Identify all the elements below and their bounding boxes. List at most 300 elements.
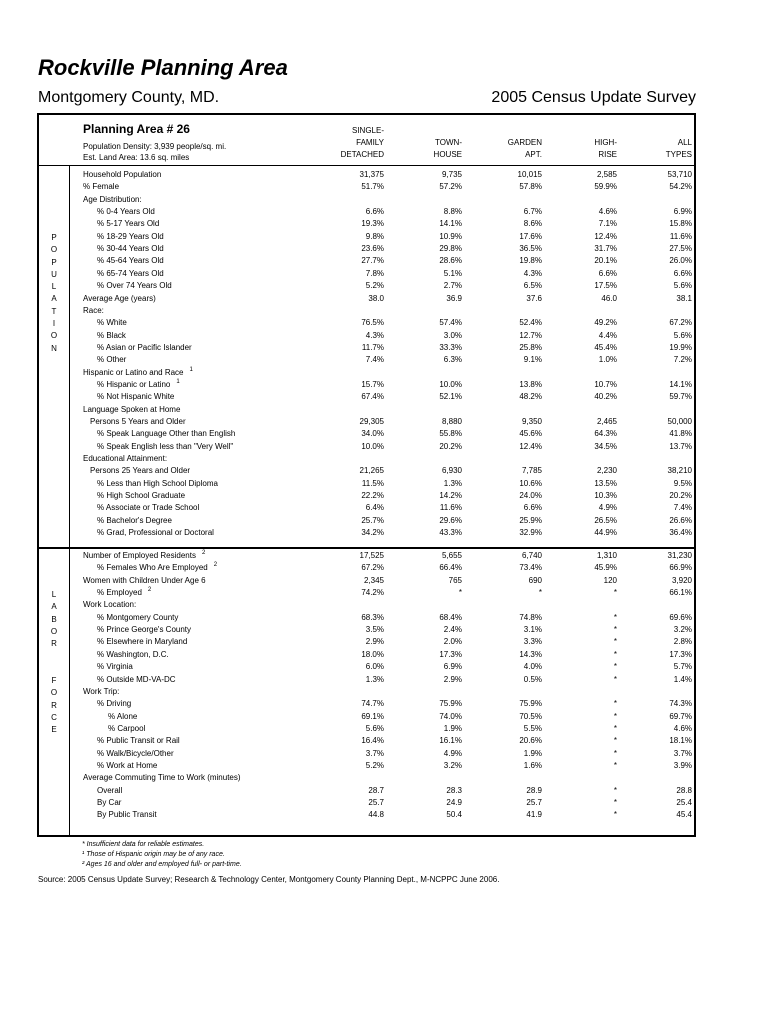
table-cell: 29.6% bbox=[439, 515, 462, 525]
table-row bbox=[83, 453, 694, 465]
table-row bbox=[83, 723, 694, 735]
table-cell: 24.9 bbox=[446, 798, 462, 807]
table-cell: 10.7% bbox=[594, 379, 617, 389]
column-header-high-rise: HIGH- RISE bbox=[594, 138, 617, 159]
table-cell: 75.9% bbox=[519, 699, 542, 709]
table-cell: 2,230 bbox=[596, 466, 617, 476]
table-cell: 19.8% bbox=[519, 256, 542, 266]
table-cell: * bbox=[613, 649, 617, 659]
table-cell: 13.5% bbox=[594, 478, 617, 488]
table-cell: * bbox=[613, 699, 617, 709]
table-row bbox=[83, 194, 694, 206]
table-cell: 20.2% bbox=[669, 491, 692, 501]
table-row bbox=[83, 280, 694, 292]
row-label: Household Population bbox=[83, 170, 162, 179]
table-cell: 17.5% bbox=[594, 281, 617, 291]
data-table bbox=[37, 113, 696, 837]
table-cell: 49.2% bbox=[594, 318, 617, 328]
row-label: % Hispanic or Latino $^1$ bbox=[97, 378, 180, 389]
table-cell: 9.8% bbox=[365, 231, 384, 241]
row-label: % Black bbox=[97, 330, 126, 340]
table-cell: 14.1% bbox=[439, 219, 462, 229]
row-label: % Prince George's County bbox=[97, 625, 192, 635]
table-row bbox=[83, 268, 694, 280]
table-row bbox=[83, 502, 694, 514]
table-cell: 3.0% bbox=[443, 330, 462, 340]
footnote-marker: 1 bbox=[176, 378, 180, 385]
side-letter: O bbox=[50, 331, 58, 341]
table-cell: 9,350 bbox=[521, 417, 542, 426]
row-label: % Carpool bbox=[108, 723, 146, 733]
table-cell: 25.7 bbox=[368, 798, 384, 807]
row-label: % Grad, Professional or Doctoral bbox=[97, 528, 214, 538]
row-label: Average Commuting Time to Work (minutes) bbox=[83, 773, 241, 783]
footnote-marker: 2 bbox=[213, 562, 218, 569]
force-side-label bbox=[39, 675, 69, 736]
table-row bbox=[83, 686, 694, 698]
table-cell: 74.7% bbox=[361, 699, 384, 709]
row-label: % Virginia bbox=[97, 662, 133, 672]
side-letter: T bbox=[51, 306, 57, 316]
row-label: % Not Hispanic White bbox=[97, 392, 175, 402]
column-header-single-family: SINGLE- FAMILY DETACHED bbox=[340, 126, 384, 159]
table-cell: 10.0% bbox=[439, 379, 462, 389]
table-cell: 43.3% bbox=[439, 528, 462, 538]
table-cell: 12.4% bbox=[519, 441, 542, 451]
table-row bbox=[83, 342, 694, 354]
table-row bbox=[83, 317, 694, 329]
table-row bbox=[83, 661, 694, 673]
table-cell: 46.0 bbox=[601, 293, 617, 303]
table-cell: 2,465 bbox=[596, 417, 617, 426]
table-cell: 69.6% bbox=[669, 612, 692, 622]
table-cell: * bbox=[613, 711, 617, 721]
table-cell: 9.5% bbox=[673, 478, 692, 488]
table-row bbox=[83, 367, 694, 379]
table-row bbox=[83, 698, 694, 710]
table-cell: 76.5% bbox=[361, 318, 384, 328]
table-cell: 8.6% bbox=[523, 219, 542, 229]
row-label: Language Spoken at Home bbox=[83, 404, 181, 414]
table-cell: 29.8% bbox=[439, 244, 462, 254]
row-label: % Alone bbox=[108, 711, 138, 721]
row-label: Race: bbox=[83, 305, 104, 315]
table-cell: * bbox=[613, 748, 617, 758]
side-letter: A bbox=[51, 602, 57, 612]
table-cell: 51.7% bbox=[361, 182, 384, 192]
table-cell: 2.4% bbox=[443, 625, 462, 635]
row-label: % 30-44 Years Old bbox=[97, 244, 164, 254]
table-cell: 70.5% bbox=[519, 711, 542, 721]
table-cell: 9,735 bbox=[441, 170, 462, 179]
row-label: % Less than High School Diploma bbox=[97, 478, 218, 488]
row-label: % Employed $^2$ bbox=[97, 587, 152, 598]
table-row bbox=[83, 206, 694, 218]
table-cell: 28.7 bbox=[368, 785, 384, 795]
table-cell: 1.3% bbox=[443, 478, 462, 488]
table-cell: 68.3% bbox=[361, 612, 384, 622]
table-cell: 44.9% bbox=[594, 528, 617, 538]
row-label: % Speak Language Other than English bbox=[97, 429, 236, 439]
table-cell: 44.8 bbox=[368, 810, 384, 820]
table-cell: 7,785 bbox=[521, 466, 542, 476]
table-cell: 69.7% bbox=[669, 711, 692, 721]
table-cell: 1.4% bbox=[673, 674, 692, 684]
table-cell: 45.4% bbox=[594, 342, 617, 352]
table-cell: 690 bbox=[528, 575, 542, 585]
labor-side-label bbox=[39, 589, 69, 650]
table-row bbox=[83, 515, 694, 527]
table-row bbox=[83, 562, 694, 574]
table-cell: 57.8% bbox=[519, 182, 542, 192]
row-label: % 0-4 Years Old bbox=[97, 207, 155, 217]
table-cell: 15.8% bbox=[669, 219, 692, 229]
table-cell: 6.6% bbox=[365, 207, 384, 217]
population-density: Population Density: 3,939 people/sq. mi. bbox=[83, 142, 227, 151]
table-cell: 40.2% bbox=[594, 392, 617, 402]
table-row bbox=[83, 711, 694, 723]
table-cell: * bbox=[613, 785, 617, 795]
table-cell: 59.9% bbox=[594, 182, 617, 192]
table-cell: 120 bbox=[603, 575, 617, 585]
row-label: % Washington, D.C. bbox=[97, 649, 169, 659]
table-cell: 6.5% bbox=[523, 281, 542, 291]
table-cell: 25.8% bbox=[519, 342, 542, 352]
table-row bbox=[83, 218, 694, 230]
table-row bbox=[83, 490, 694, 502]
table-row bbox=[83, 330, 694, 342]
table-cell: * bbox=[613, 723, 617, 733]
table-cell: 2.9% bbox=[443, 674, 462, 684]
table-cell: 3.9% bbox=[673, 760, 692, 770]
table-cell: 19.9% bbox=[669, 342, 692, 352]
footnote: ² Ages 16 and older and employed full- or part-time. bbox=[82, 861, 242, 868]
row-label: % Asian or Pacific Islander bbox=[97, 342, 192, 352]
table-cell: 25.7% bbox=[361, 515, 384, 525]
row-label: % Associate or Trade School bbox=[97, 503, 200, 513]
table-cell: 67.4% bbox=[361, 392, 384, 402]
population-side-label bbox=[39, 232, 69, 355]
table-cell: 18.0% bbox=[361, 649, 384, 659]
table-cell: 3.5% bbox=[365, 625, 384, 635]
table-cell: 6.4% bbox=[365, 503, 384, 513]
table-cell: 24.0% bbox=[519, 491, 542, 501]
row-label: Persons 25 Years and Older bbox=[90, 466, 191, 476]
table-cell: 6.6% bbox=[598, 268, 617, 278]
table-cell: 6.6% bbox=[673, 268, 692, 278]
table-cell: 23.6% bbox=[361, 244, 384, 254]
table-cell: 11.6% bbox=[669, 231, 692, 241]
table-row bbox=[83, 587, 694, 599]
table-cell: 2,345 bbox=[363, 575, 384, 585]
row-label: Overall bbox=[97, 785, 123, 795]
table-cell: 3,920 bbox=[671, 575, 692, 585]
table-row bbox=[83, 169, 694, 181]
table-cell: 74.8% bbox=[519, 612, 542, 622]
table-cell: 6.7% bbox=[523, 207, 542, 217]
table-row bbox=[83, 305, 694, 317]
table-cell: 57.2% bbox=[439, 182, 462, 192]
table-cell: 2,585 bbox=[596, 170, 617, 179]
table-row bbox=[83, 255, 694, 267]
column-header-garden-apt: GARDEN APT. bbox=[507, 138, 542, 159]
table-cell: * bbox=[613, 736, 617, 746]
table-cell: 4.3% bbox=[523, 268, 542, 278]
table-row bbox=[83, 772, 694, 784]
table-cell: 6,930 bbox=[441, 466, 462, 476]
side-letter: N bbox=[51, 343, 57, 353]
table-row bbox=[83, 809, 694, 821]
row-label: % 5-17 Years Old bbox=[97, 219, 160, 229]
table-cell: 5.2% bbox=[365, 760, 384, 770]
side-letter: L bbox=[51, 282, 57, 292]
row-label: Work Location: bbox=[83, 600, 137, 610]
table-row bbox=[83, 575, 694, 587]
side-label-divider bbox=[69, 165, 70, 835]
table-row bbox=[83, 391, 694, 403]
table-cell: 0.5% bbox=[523, 674, 542, 684]
table-cell: 6.3% bbox=[443, 355, 462, 365]
table-cell: * bbox=[613, 662, 617, 672]
table-cell: 6.9% bbox=[443, 662, 462, 672]
table-row bbox=[83, 674, 694, 686]
row-label: Work Trip: bbox=[83, 686, 120, 696]
side-letter: A bbox=[51, 294, 57, 304]
side-letter: F bbox=[51, 676, 57, 685]
table-cell: 12.4% bbox=[594, 231, 617, 241]
table-row bbox=[83, 293, 694, 305]
table-cell: 3.3% bbox=[523, 637, 542, 647]
table-cell: 27.5% bbox=[669, 244, 692, 254]
table-row bbox=[83, 785, 694, 797]
table-row bbox=[83, 354, 694, 366]
table-cell: 20.6% bbox=[519, 736, 542, 746]
table-cell: 34.0% bbox=[361, 429, 384, 439]
table-cell: 55.8% bbox=[439, 429, 462, 439]
row-label: By Car bbox=[97, 798, 122, 807]
table-cell: 1.0% bbox=[598, 355, 617, 365]
table-cell: 45.4 bbox=[676, 810, 692, 820]
table-cell: 5.5% bbox=[523, 723, 542, 733]
table-cell: 7.4% bbox=[365, 355, 384, 365]
footnotes bbox=[82, 840, 242, 870]
table-cell: 16.4% bbox=[361, 736, 384, 746]
table-cell: * bbox=[613, 798, 617, 807]
table-cell: 67.2% bbox=[361, 563, 384, 573]
side-letter: P bbox=[51, 257, 57, 267]
table-cell: 41.9 bbox=[526, 810, 542, 820]
table-cell: 4.6% bbox=[673, 723, 692, 733]
table-cell: 45.6% bbox=[519, 429, 542, 439]
land-area: Est. Land Area: 13.6 sq. miles bbox=[83, 153, 190, 162]
page-title: Rockville Planning Area bbox=[38, 55, 288, 80]
table-cell: 5.1% bbox=[443, 268, 462, 278]
table-cell: 10.9% bbox=[439, 231, 462, 241]
table-row bbox=[83, 735, 694, 747]
table-cell: 66.1% bbox=[669, 588, 692, 598]
row-label: % Driving bbox=[97, 699, 132, 709]
row-label: Women with Children Under Age 6 bbox=[83, 575, 206, 585]
row-label: Number of Employed Residents $^2$ bbox=[83, 550, 206, 560]
section-divider bbox=[39, 547, 694, 549]
table-cell: 17.3% bbox=[439, 649, 462, 659]
table-row bbox=[83, 465, 694, 477]
table-cell: 38.0 bbox=[368, 293, 384, 303]
table-cell: 4.0% bbox=[523, 662, 542, 672]
table-row bbox=[83, 428, 694, 440]
table-cell: * bbox=[613, 625, 617, 635]
table-row bbox=[83, 416, 694, 428]
row-label: Age Distribution: bbox=[83, 194, 142, 204]
table-cell: 5.6% bbox=[673, 330, 692, 340]
table-cell: 2.8% bbox=[673, 637, 692, 647]
table-cell: 34.5% bbox=[594, 441, 617, 451]
table-cell: 7.2% bbox=[673, 355, 692, 365]
survey-name: 2005 Census Update Survey bbox=[491, 89, 696, 106]
table-cell: 36.5% bbox=[519, 244, 542, 254]
table-cell: 37.6 bbox=[526, 293, 542, 303]
column-header-all-types: ALL TYPES bbox=[665, 138, 692, 159]
table-cell: 5.6% bbox=[365, 723, 384, 733]
table-cell: 19.3% bbox=[361, 219, 384, 229]
table-cell: * bbox=[458, 588, 462, 598]
row-label: % Elsewhere in Maryland bbox=[97, 637, 188, 647]
row-label: % 18-29 Years Old bbox=[97, 231, 164, 241]
table-cell: 1.6% bbox=[523, 760, 542, 770]
side-letter: O bbox=[50, 626, 58, 636]
table-cell: 9.1% bbox=[523, 355, 542, 365]
row-label: % Outside MD-VA-DC bbox=[97, 674, 176, 684]
table-cell: 7.1% bbox=[598, 219, 617, 229]
row-label: Persons 5 Years and Older bbox=[90, 417, 186, 426]
table-cell: 66.4% bbox=[439, 563, 462, 573]
table-cell: 14.2% bbox=[439, 491, 462, 501]
row-label: Average Age (years) bbox=[83, 293, 156, 303]
table-cell: 2.9% bbox=[365, 637, 384, 647]
side-letter: R bbox=[51, 700, 57, 710]
table-cell: 34.2% bbox=[361, 528, 384, 538]
table-cell: 15.7% bbox=[361, 379, 384, 389]
table-cell: 26.0% bbox=[669, 256, 692, 266]
table-cell: 1.3% bbox=[365, 674, 384, 684]
row-label: % Female bbox=[83, 182, 120, 192]
row-label: % Speak English less than "Very Well" bbox=[97, 441, 234, 451]
table-cell: 41.8% bbox=[669, 429, 692, 439]
header-divider bbox=[39, 165, 694, 166]
table-cell: 13.8% bbox=[519, 379, 542, 389]
table-cell: 31,375 bbox=[359, 170, 384, 179]
table-cell: 1.9% bbox=[443, 723, 462, 733]
table-cell: 5.7% bbox=[673, 662, 692, 672]
table-cell: 17.3% bbox=[669, 649, 692, 659]
table-cell: 53,710 bbox=[667, 170, 692, 179]
table-cell: * bbox=[613, 637, 617, 647]
table-cell: 16.1% bbox=[439, 736, 462, 746]
side-letter: C bbox=[51, 712, 57, 722]
table-cell: 7.8% bbox=[365, 268, 384, 278]
table-cell: 26.6% bbox=[669, 515, 692, 525]
table-cell: 765 bbox=[448, 575, 462, 585]
table-cell: 14.1% bbox=[669, 379, 692, 389]
table-cell: 25.4 bbox=[676, 798, 692, 807]
table-cell: 6,740 bbox=[521, 551, 542, 560]
planning-area-title: Planning Area # 26 bbox=[83, 122, 190, 136]
table-cell: 4.6% bbox=[598, 207, 617, 217]
table-row bbox=[83, 527, 694, 539]
table-cell: 3.2% bbox=[443, 760, 462, 770]
row-label: % Other bbox=[97, 355, 127, 365]
table-cell: 2.0% bbox=[443, 637, 462, 647]
table-cell: 6.0% bbox=[365, 662, 384, 672]
table-cell: 4.9% bbox=[443, 748, 462, 758]
table-cell: 22.2% bbox=[361, 491, 384, 501]
table-cell: 31,230 bbox=[667, 551, 692, 560]
table-cell: 4.3% bbox=[365, 330, 384, 340]
page-subtitle: Montgomery County, MD. bbox=[38, 89, 220, 106]
footnote-marker: 2 bbox=[201, 550, 206, 556]
table-row bbox=[83, 760, 694, 772]
table-cell: 3.2% bbox=[673, 625, 692, 635]
table-cell: 4.4% bbox=[598, 330, 617, 340]
table-cell: 28.3 bbox=[446, 785, 462, 795]
table-cell: 57.4% bbox=[439, 318, 462, 328]
footnote: * Insufficient data for reliable estimates. bbox=[82, 841, 205, 848]
row-label: Educational Attainment: bbox=[83, 454, 168, 464]
table-cell: 64.3% bbox=[594, 429, 617, 439]
table-row bbox=[83, 181, 694, 193]
row-label: Hispanic or Latino and Race $^1$ bbox=[83, 366, 193, 377]
footnote: ¹ Those of Hispanic origin may be of any race. bbox=[82, 851, 225, 858]
row-label: % Public Transit or Rail bbox=[97, 736, 180, 746]
table-cell: 13.7% bbox=[669, 441, 692, 451]
table-cell: 36.4% bbox=[669, 528, 692, 538]
table-cell: 29,305 bbox=[359, 417, 384, 426]
table-cell: 48.2% bbox=[519, 392, 542, 402]
table-row bbox=[83, 441, 694, 453]
table-cell: 66.9% bbox=[669, 563, 692, 573]
side-letter: B bbox=[51, 614, 57, 624]
table-cell: 6.6% bbox=[523, 503, 542, 513]
table-cell: 38,210 bbox=[667, 466, 692, 476]
table-cell: 1.9% bbox=[523, 748, 542, 758]
table-cell: 28.9 bbox=[526, 785, 542, 795]
table-cell: 5.6% bbox=[673, 281, 692, 291]
table-cell: 20.2% bbox=[439, 441, 462, 451]
table-cell: 31.7% bbox=[594, 244, 617, 254]
table-cell: 11.6% bbox=[439, 503, 462, 513]
table-cell: 10.6% bbox=[519, 478, 542, 488]
table-cell: 50.4 bbox=[446, 810, 462, 820]
table-cell: 14.3% bbox=[519, 649, 542, 659]
table-row bbox=[83, 231, 694, 243]
table-cell: 20.1% bbox=[594, 256, 617, 266]
table-row bbox=[83, 599, 694, 611]
table-row bbox=[83, 649, 694, 661]
row-label: % Females Who Are Employed $^2$ bbox=[97, 562, 218, 573]
row-label: % White bbox=[97, 318, 127, 328]
table-cell: 7.4% bbox=[673, 503, 692, 513]
row-label: % Work at Home bbox=[97, 760, 158, 770]
table-cell: 68.4% bbox=[439, 612, 462, 622]
row-label: % Bachelor's Degree bbox=[97, 515, 172, 525]
side-letter: E bbox=[51, 725, 57, 735]
table-row bbox=[83, 550, 694, 562]
table-cell: 1,310 bbox=[596, 551, 617, 560]
side-letter: I bbox=[52, 319, 56, 329]
table-row bbox=[83, 748, 694, 760]
table-cell: 33.3% bbox=[439, 342, 462, 352]
table-cell: 59.7% bbox=[669, 392, 692, 402]
